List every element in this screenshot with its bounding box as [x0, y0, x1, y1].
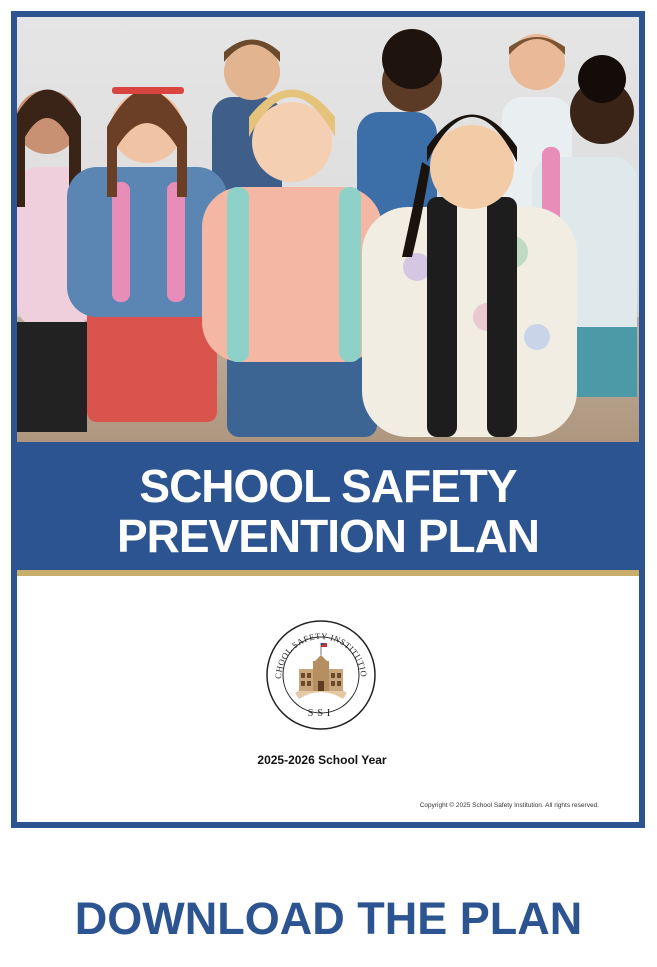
seal-abbreviation: SSI [307, 708, 335, 719]
download-plan-link[interactable]: DOWNLOAD THE PLAN [74, 893, 583, 944]
gold-divider [17, 570, 639, 576]
copyright-notice: Copyright © 2025 School Safety Institution. All rights reserved. [419, 802, 599, 809]
children-photo [17, 17, 639, 442]
title-line-2: PREVENTION PLAN [116, 510, 540, 562]
title-line-1: SCHOOL SAFETY [139, 460, 517, 512]
plan-cover[interactable] [11, 11, 645, 828]
svg-text:SSI [308, 708, 334, 719]
seal-arc-text: CHOOL SAFETY INSTITUTIO [272, 630, 370, 680]
ssi-seal-logo [265, 619, 377, 731]
school-year: 2025-2026 School Year [257, 753, 387, 767]
title-band [17, 442, 639, 570]
